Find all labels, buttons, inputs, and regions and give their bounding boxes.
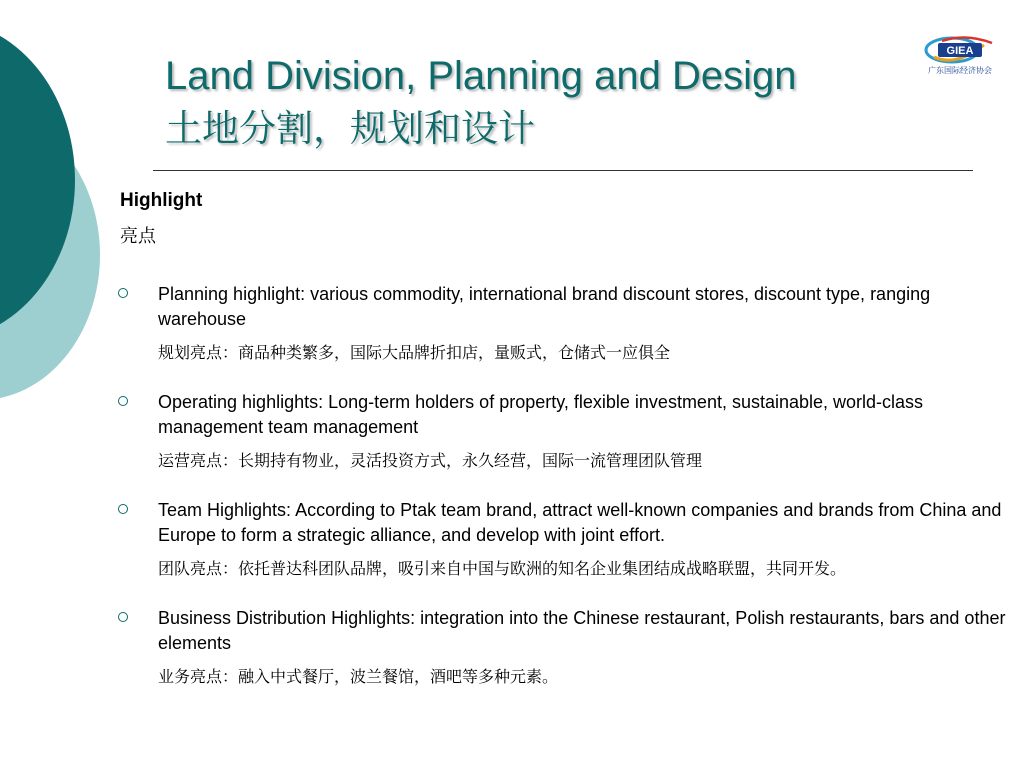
- logo-caption: 广东国际经济协会: [928, 66, 992, 75]
- section-heading-chinese: 亮点: [120, 226, 156, 246]
- list-item: [118, 390, 1018, 473]
- bullet-text-english: Team Highlights: According to Ptak team brand, attract well-known companies and brands from China and Europe to form a strategic alliance, and develop with joint effort.: [158, 500, 1002, 545]
- hollow-circle-bullet-icon: [118, 504, 128, 514]
- hollow-circle-bullet-icon: [118, 612, 128, 622]
- giea-logo: [922, 33, 998, 77]
- bullet-text-chinese: 团队亮点：依托普达科团队品牌，吸引来自中国与欧洲的知名企业集团结成战略联盟，共同开发。: [158, 559, 847, 578]
- bullet-text-english: Operating highlights: Long-term holders of property, flexible investment, sustainable, world-class management team management: [158, 392, 924, 437]
- bullet-text-english: Planning highlight: various commodity, international brand discount stores, discount type, ranging warehouse: [158, 284, 931, 329]
- list-item: [118, 498, 1018, 581]
- section-heading-english: Highlight: [120, 190, 203, 211]
- title-divider: [153, 170, 973, 171]
- highlights-list: [118, 282, 1018, 714]
- bullet-text-english: Business Distribution Highlights: integration into the Chinese restaurant, Polish restaurants, bars and other elements: [158, 608, 1006, 653]
- bullet-text-chinese: 规划亮点：商品种类繁多，国际大品牌折扣店，量贩式，仓储式一应俱全: [158, 343, 671, 362]
- hollow-circle-bullet-icon: [118, 396, 128, 406]
- list-item: [118, 282, 1018, 365]
- slide-title-chinese: 土地分割，规划和设计: [165, 108, 535, 149]
- bullet-text-chinese: 运营亮点：长期持有物业，灵活投资方式，永久经营，国际一流管理团队管理: [158, 451, 703, 470]
- hollow-circle-bullet-icon: [118, 288, 128, 298]
- slide-title-english: Land Division, Planning and Design: [165, 54, 797, 98]
- list-item: [118, 606, 1018, 689]
- bullet-text-chinese: 业务亮点：融入中式餐厅，波兰餐馆，酒吧等多种元素。: [158, 667, 559, 686]
- logo-text: GIEA: [946, 45, 974, 57]
